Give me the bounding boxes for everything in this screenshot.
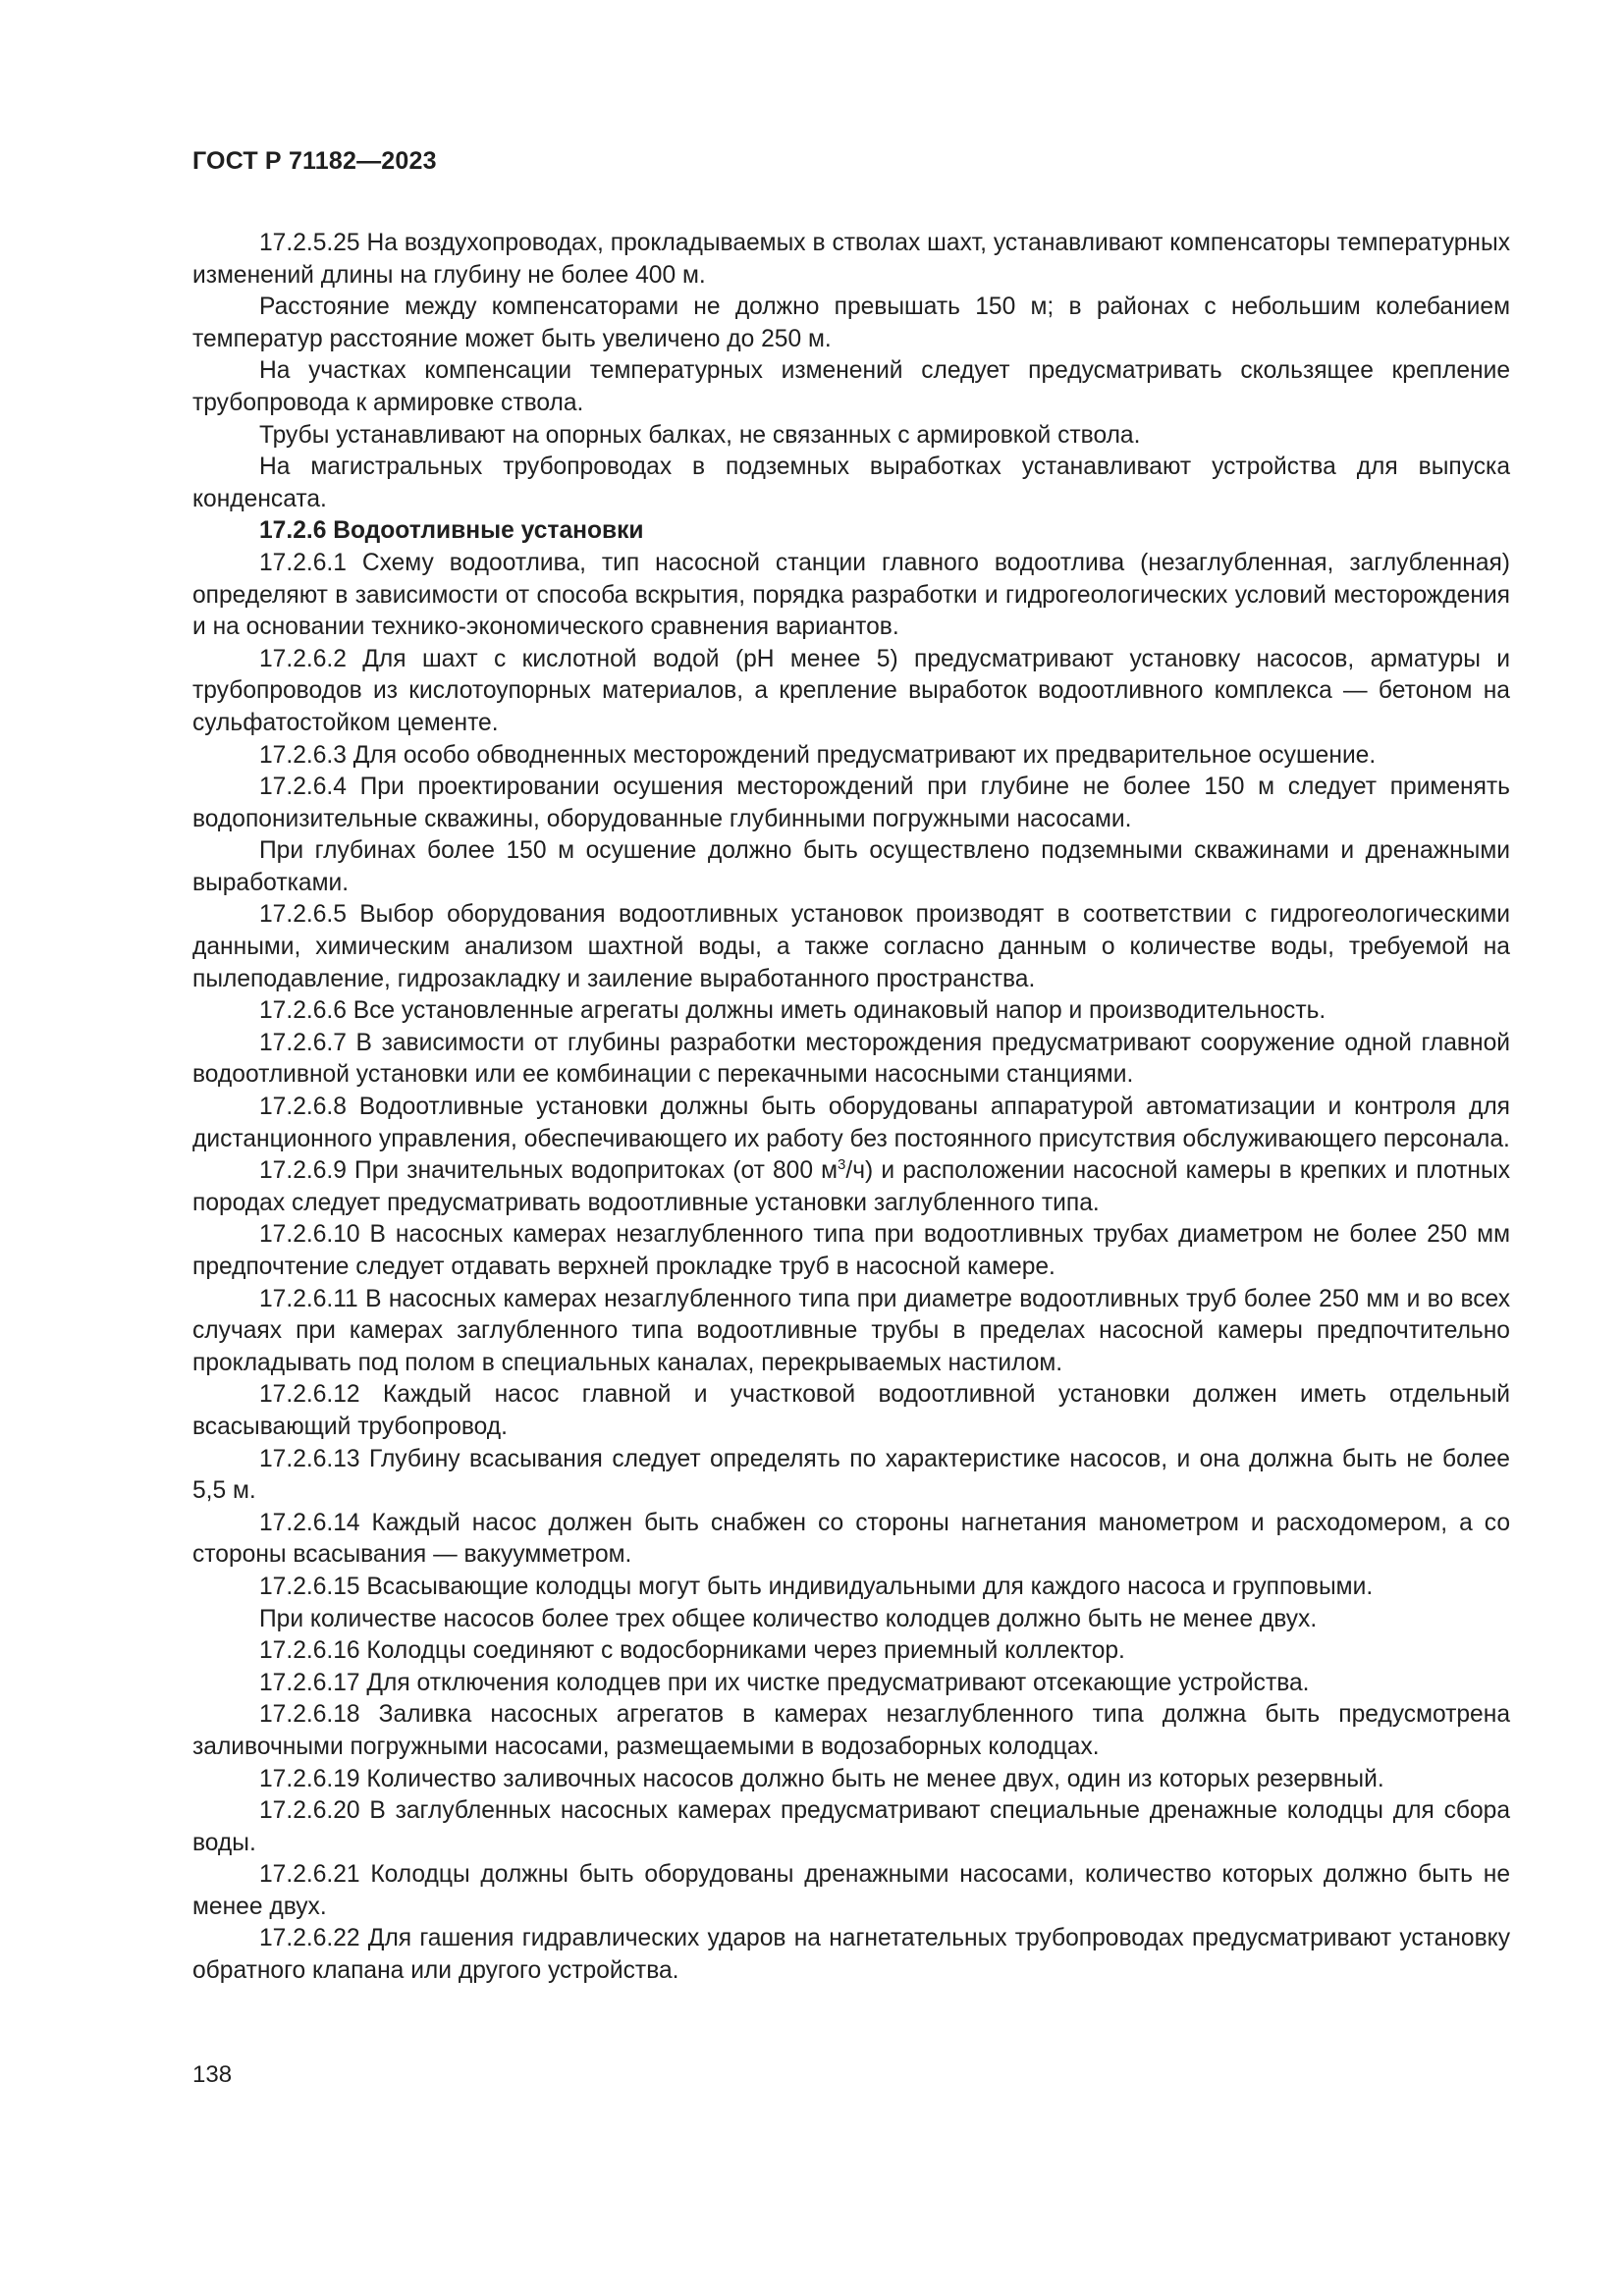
paragraph-17-2-6-21: 17.2.6.21 Колодцы должны быть оборудованы дренажными насосами, количество которых должно быть не менее двух. bbox=[192, 1861, 1510, 1920]
paragraph-17-2-6-6: 17.2.6.6 Все установленные агрегаты должны иметь одинаковый напор и производительность. bbox=[259, 997, 1326, 1025]
paragraph-17-2-6-16: 17.2.6.16 Колодцы соединяют с водосборниками через приемный коллектор. bbox=[259, 1637, 1125, 1665]
section-heading-17-2-6: 17.2.6 Водоотливные установки bbox=[259, 517, 644, 545]
document-body bbox=[192, 228, 1510, 1988]
paragraph-17-2-6-15: 17.2.6.15 Всасывающие колодцы могут быть индивидуальными для каждого насоса и групповыми. bbox=[259, 1573, 1374, 1600]
cubic-superscript: 3 bbox=[838, 1156, 846, 1174]
paragraph-17-2-6-2: 17.2.6.2 Для шахт с кислотной водой (pH менее 5) предусматривают установку насосов, арматуры и трубопроводов из кислотоупорных материалов, а крепление выработок водоотливного комплекса — бетоном на сульфатостойком цементе. bbox=[192, 645, 1510, 736]
paragraph-17-2-6-19: 17.2.6.19 Количество заливочных насосов должно быть не менее двух, один из которых резервный. bbox=[259, 1765, 1384, 1792]
paragraph-support-beams: Трубы устанавливают на опорных балках, не связанных с армировкой ствола. bbox=[259, 421, 1141, 449]
paragraph-17-2-6-1: 17.2.6.1 Схему водоотлива, тип насосной станции главного водоотлива (незаглубленная, заглубленная) определяют в зависимости от способа вскрытия, порядка разработки и гидрогеологических условий месторождения и на основании технико-экономического сравнения вариантов. bbox=[192, 549, 1510, 641]
paragraph-17-2-6-9-start: 17.2.6.9 При значительных водопритоках (от 800 м bbox=[259, 1157, 839, 1185]
paragraph-17-2-6-18: 17.2.6.18 Заливка насосных агрегатов в камерах незаглубленного типа должна быть предусмотрена заливочными погружными насосами, размещаемыми в водозаборных колодцах. bbox=[192, 1701, 1510, 1760]
paragraph-17-2-6-9 bbox=[192, 1155, 1510, 1219]
paragraph-17-2-6-11: 17.2.6.11 В насосных камерах незаглубленного типа при диаметре водоотливных труб более 250 мм и во всех случаях при камерах заглубленного типа водоотливные трубы в пределах насосной камеры предпочтительно прокладывать под полом в специальных каналах, перекрываемых настилом. bbox=[192, 1285, 1510, 1376]
paragraph-condensate-release: На магистральных трубопроводах в подземных выработках устанавливают устройства для выпуска конденсата. bbox=[192, 454, 1510, 512]
paragraph-17-2-6-4: 17.2.6.4 При проектировании осушения месторождений при глубине не более 150 м следует применять водопонизительные скважины, оборудованные глубинными погружными насосами. bbox=[192, 774, 1510, 832]
paragraph-sliding-mount: На участках компенсации температурных изменений следует предусматривать скользящее крепление трубопровода к армировке ствола. bbox=[192, 357, 1510, 416]
paragraph-17-2-6-12: 17.2.6.12 Каждый насос главной и участковой водоотливной установки должен иметь отдельный всасывающий трубопровод. bbox=[192, 1381, 1510, 1440]
paragraph-17-2-6-10: 17.2.6.10 В насосных камерах незаглубленного типа при водоотливных трубах диаметром не более 250 мм предпочтение следует отдавать верхней прокладке труб в насосной камере. bbox=[192, 1221, 1510, 1280]
paragraph-17-2-6-20: 17.2.6.20 В заглубленных насосных камерах предусматривают специальные дренажные колодцы для сбора воды. bbox=[192, 1797, 1510, 1856]
paragraph-17-2-5-25: 17.2.5.25 На воздухопроводах, прокладываемых в стволах шахт, устанавливают компенсаторы температурных изменений длины на глубину не более 400 м. bbox=[192, 230, 1510, 289]
paragraph-compensator-distance: Расстояние между компенсаторами не должно превышать 150 м; в районах с небольшим колебанием температур расстояние может быть увеличено до 250 м. bbox=[192, 294, 1510, 352]
paragraph-17-2-6-22: 17.2.6.22 Для гашения гидравлических ударов на нагнетательных трубопроводах предусматривают установку обратного клапана или другого устройства. bbox=[192, 1925, 1510, 1985]
paragraph-deep-drainage: При глубинах более 150 м осушение должно быть осуществлено подземными скважинами и дренажными выработками. bbox=[192, 837, 1510, 896]
paragraph-17-2-6-7: 17.2.6.7 В зависимости от глубины разработки месторождения предусматривают сооружение одной главной водоотливной установки или ее комбинации с перекачными насосными станциями. bbox=[192, 1029, 1510, 1089]
paragraph-17-2-6-17: 17.2.6.17 Для отключения колодцев при их чистке предусматривают отсекающие устройства. bbox=[259, 1669, 1310, 1696]
paragraph-17-2-6-5: 17.2.6.5 Выбор оборудования водоотливных установок производят в соответствии с гидрогеологическими данными, химическим анализом шахтной воды, а также согласно данным о количестве воды, требуемой на пылеподавление, гидрозакладку и заиление выработанного пространства. bbox=[192, 901, 1510, 992]
paragraph-17-2-6-14: 17.2.6.14 Каждый насос должен быть снабжен со стороны нагнетания манометром и расходомером, а со стороны всасывания — вакуумметром. bbox=[192, 1509, 1510, 1569]
paragraph-17-2-6-13: 17.2.6.13 Глубину всасывания следует определять по характеристике насосов, и она должна быть не более 5,5 м. bbox=[192, 1445, 1510, 1505]
paragraph-17-2-6-8: 17.2.6.8 Водоотливные установки должны быть оборудованы аппаратурой автоматизации и контроля для дистанционного управления, обеспечивающего их работу без постоянного присутствия обслуживающего персонала. bbox=[192, 1094, 1510, 1152]
page-number: 138 bbox=[192, 2061, 233, 2088]
paragraph-17-2-6-3: 17.2.6.3 Для особо обводненных месторождений предусматривают их предварительное осушение. bbox=[259, 741, 1377, 769]
paragraph-17-2-6-9-end: /ч) и расположении насосной камеры в крепких и плотных породах следует предусматривать водоотливные установки заглубленного типа. bbox=[192, 1157, 1510, 1216]
document-header: ГОСТ Р 71182—2023 bbox=[192, 147, 437, 175]
paragraph-well-count: При количестве насосов более трех общее количество колодцев должно быть не менее двух. bbox=[259, 1605, 1318, 1632]
